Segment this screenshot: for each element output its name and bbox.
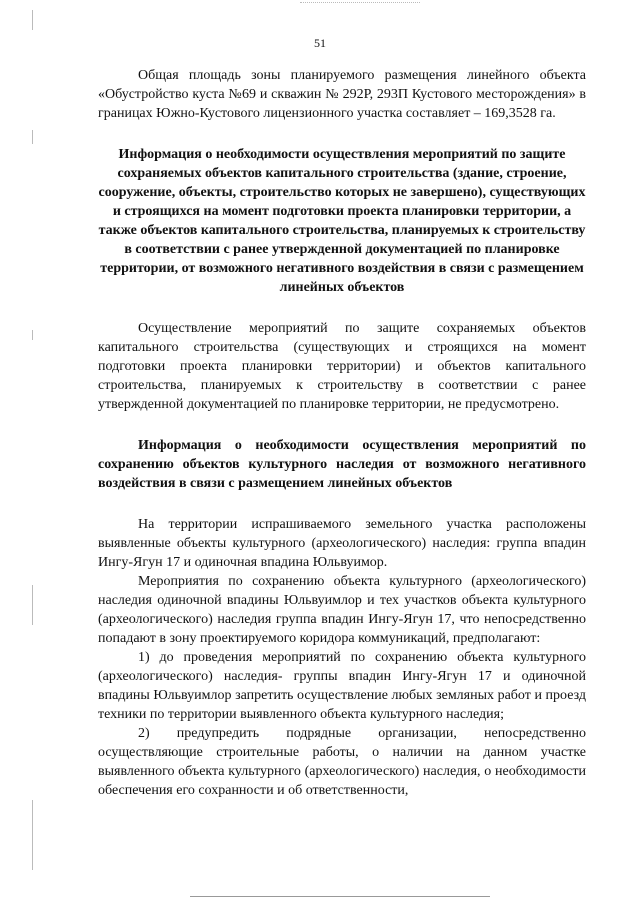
document-body bbox=[98, 66, 586, 800]
page-number: 51 bbox=[314, 36, 326, 50]
section-heading-cultural-heritage: Информация о необходимости осуществления мероприятий по сохранению объектов культурного наследия от возможного негативного воздействия в связи с размещением линейных объектов bbox=[98, 438, 586, 491]
paragraph-protection-measures: Осуществление мероприятий по защите сохраняемых объектов капитального строительства (существующих и строящихся на момент подготовки проекта планировки территории) и объектов капитального строительства, планируемых к строительству в соответствии с ранее утвержденной документацией по планировке территории, не предусмотрено. bbox=[98, 321, 586, 412]
paragraph-total-area: Общая площадь зоны планируемого размещения линейного объекта «Обустройство куста №69 и скважин № 292Р, 293П Кустового месторождения» в границах Южно-Кустового лицензионного участка составляет – 169,3528 га. bbox=[98, 68, 586, 121]
scan-artifact-bottom bbox=[190, 896, 490, 897]
scan-artifact-top bbox=[300, 2, 420, 4]
paragraph-heritage-objects: На территории испрашиваемого земельного участка расположены выявленные объекты культурного (археологического) наследия: группа впадин Ингу-Ягун 17 и одиночная впадина Юльвуимор. bbox=[98, 517, 586, 570]
list-item-1: 1) до проведения мероприятий по сохранению объекта культурного (археологического) наследия- группы впадин Ингу-Ягун 17 и одиночной впадины Юльвуимлор запретить осуществление любых земляных работ и проезд техники по территории выявленного объекта культурного наследия; bbox=[98, 650, 586, 722]
list-item-2: 2) предупредить подрядные организации, непосредственно осуществляющие строительные работы, о наличии на данном участке выявленного объекта культурного (археологического) наследия, о необходимости обеспечения его сохранности и об ответственности, bbox=[98, 726, 586, 798]
scan-margin-marks bbox=[32, 0, 36, 905]
paragraph-heritage-measures: Мероприятия по сохранению объекта культурного (археологического) наследия одиночной впадины Юльвуимлор и тех участков объекта культурного (археологического) наследия группа впадин Ингу-Ягун 17, что непосредственно попадают в зону проектируемого коридора коммуникаций, предполагают: bbox=[98, 574, 586, 646]
section-heading-capital-construction: Информация о необходимости осуществления мероприятий по защите сохраняемых объектов капитального строительства (здание, строение, сооружение, объекты, строительство которых не завершено), существующих и строящихся на момент подготовки проекта планировки территории, а также объектов капитального строительства, планируемых к строительству в соответствии с ранее утвержденной документацией по планировке территории, от возможного негативного воздействия в связи с размещением линейных объектов bbox=[98, 147, 586, 295]
